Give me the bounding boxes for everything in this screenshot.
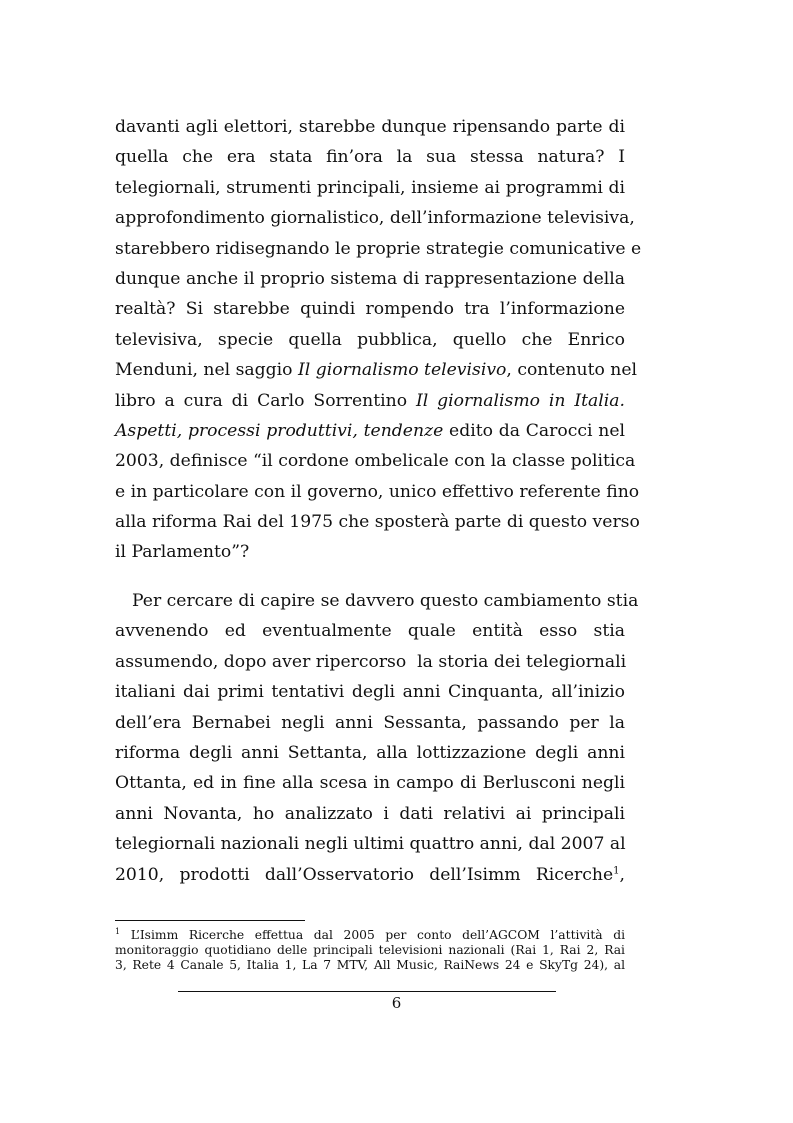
- text-line: e in particolare con il governo, unico effettivo referente fino: [115, 481, 640, 502]
- footnote-marker: 1: [115, 926, 121, 936]
- text-line: quella che era stata fin’ora la sua stessa natura? I: [115, 147, 625, 168]
- footnote: [115, 928, 625, 972]
- book-title-italic: Il giornalismo in Italia.: [415, 390, 625, 411]
- text-line: libro a cura di Carlo Sorrentino Il giornalismo in Italia.: [115, 390, 625, 411]
- paragraph-2: [115, 586, 639, 890]
- text-line: realtà? Si starebbe quindi rompendo tra l’informazione: [115, 299, 625, 320]
- footnote-line: 3, Rete 4 Canale 5, Italia 1, La 7 MTV, All Music, RaiNews 24 e SkyTg 24), al: [115, 957, 625, 972]
- book-title-italic: Aspetti, processi produttivi, tendenze: [115, 420, 444, 441]
- text-line: assumendo, dopo aver ripercorso la storia dei telegiornali: [115, 651, 627, 672]
- footnote-reference[interactable]: 1: [613, 864, 620, 876]
- text-line: 2003, definisce “il cordone ombelicale con la classe politica: [115, 451, 636, 472]
- text-line: televisiva, specie quella pubblica, quello che Enrico: [115, 329, 625, 350]
- text-line: davanti agli elettori, starebbe dunque ripensando parte di: [115, 117, 625, 137]
- text-line: Menduni, nel saggio Il giornalismo televisivo, contenuto nel: [115, 360, 638, 381]
- footnote-line: monitoraggio quotidiano delle principali televisioni nazionali (Rai 1, Rai 2, Rai: [115, 942, 625, 957]
- text-line: Per cercare di capire se davvero questo cambiamento stia: [132, 591, 639, 611]
- book-title-italic: Il giornalismo televisivo: [298, 360, 507, 381]
- text-line: il Parlamento”?: [115, 542, 250, 563]
- text-line: Aspetti, processi produttivi, tendenze edito da Carocci nel: [115, 420, 626, 441]
- paragraph-1: [115, 112, 642, 568]
- text-line: starebbero ridisegnando le proprie strategie comunicative e: [115, 238, 642, 259]
- text-line: dell’era Bernabei negli anni Sessanta, passando per la: [115, 712, 625, 733]
- text-line: Ottanta, ed in fine alla scesa in campo di Berlusconi negli: [115, 773, 625, 794]
- text-line: dunque anche il proprio sistema di rappresentazione della: [115, 268, 625, 289]
- text-line: approfondimento giornalistico, dell’informazione televisiva,: [115, 208, 635, 229]
- text-line: alla riforma Rai del 1975 che sposterà parte di questo verso: [115, 512, 640, 533]
- text-line: avvenendo ed eventualmente quale entità esso stia: [115, 621, 625, 642]
- text-line: telegiornali nazionali negli ultimi quattro anni, dal 2007 al: [115, 834, 626, 855]
- text-line: italiani dai primi tentativi degli anni Cinquanta, all’inizio: [115, 682, 625, 703]
- footnote-line: $^1$ L’Isimm Ricerche effettua dal 2005 per conto dell’AGCOM l’attività di: [115, 926, 625, 942]
- footnote-separator: [115, 920, 305, 921]
- text-line: riforma degli anni Settanta, alla lottizzazione degli anni: [115, 742, 625, 763]
- text-line: anni Novanta, ho analizzato i dati relativi ai principali: [115, 803, 625, 824]
- footer-separator: [178, 991, 556, 992]
- page-number: 6: [391, 994, 402, 1012]
- text-line: telegiornali, strumenti principali, insieme ai programmi di: [115, 177, 625, 198]
- text-line: 2010, prodotti dall’Osservatorio dell’Isimm Ricerche$^1$,: [115, 864, 625, 885]
